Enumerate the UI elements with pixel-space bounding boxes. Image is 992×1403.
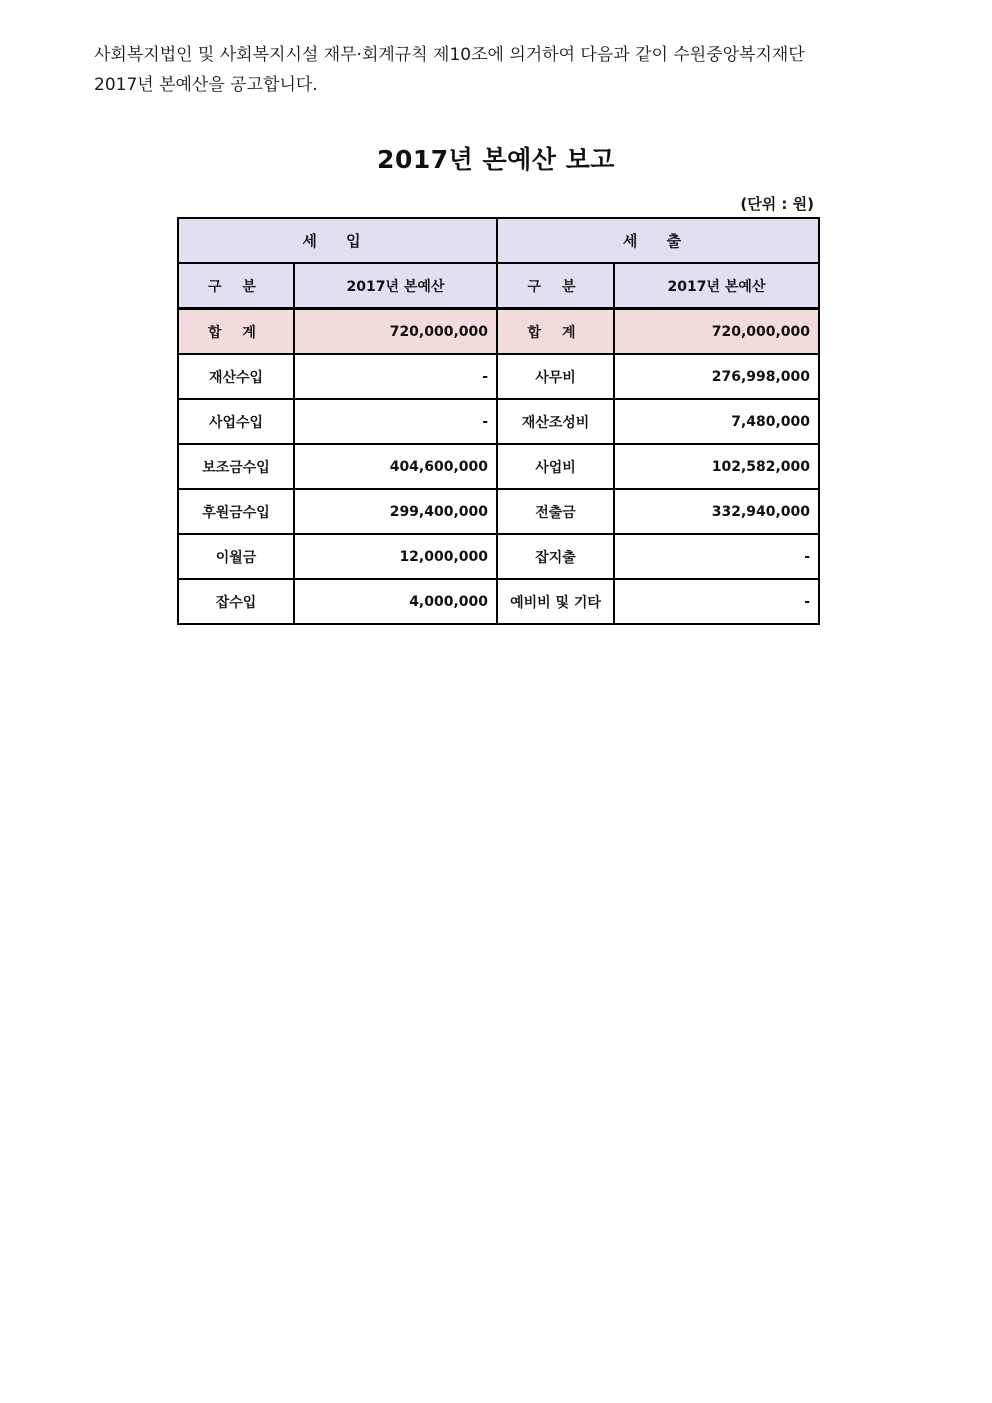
side-header-row [178, 218, 819, 263]
table-row [178, 354, 819, 399]
expense-category-header: 구 분 [497, 263, 614, 309]
expense-category: 예비비 및 기타 [497, 579, 614, 624]
intro-line-2: 2017년 본예산을 공고합니다. [94, 75, 318, 95]
intro-line-1: 사회복지법인 및 사회복지시설 재무·회계규칙 제10조에 의거하여 다음과 같이 수원중앙복지재단 [94, 45, 805, 65]
revenue-category: 재산수입 [178, 354, 294, 399]
unit-label: (단위 : 원) [740, 195, 814, 213]
revenue-category: 후원금수입 [178, 489, 294, 534]
intro-paragraph [94, 40, 894, 100]
expense-amount: 332,940,000 [614, 489, 819, 534]
revenue-amount: 4,000,000 [294, 579, 497, 624]
revenue-category: 보조금수입 [178, 444, 294, 489]
revenue-amount: 299,400,000 [294, 489, 497, 534]
expense-header: 세 출 [497, 218, 819, 263]
table-row [178, 489, 819, 534]
budget-table [177, 217, 820, 625]
revenue-header: 세 입 [178, 218, 497, 263]
revenue-amount: - [294, 354, 497, 399]
column-header-row [178, 263, 819, 309]
expense-category: 재산조성비 [497, 399, 614, 444]
revenue-category-header: 구 분 [178, 263, 294, 309]
revenue-total-amount: 720,000,000 [294, 309, 497, 355]
revenue-amount: 404,600,000 [294, 444, 497, 489]
expense-category: 사무비 [497, 354, 614, 399]
revenue-amount: 12,000,000 [294, 534, 497, 579]
revenue-category: 이월금 [178, 534, 294, 579]
expense-category: 잡지출 [497, 534, 614, 579]
table-row [178, 444, 819, 489]
table-row [178, 399, 819, 444]
expense-total-label: 합 계 [497, 309, 614, 355]
expense-amount: - [614, 534, 819, 579]
expense-amount: 276,998,000 [614, 354, 819, 399]
expense-total-amount: 720,000,000 [614, 309, 819, 355]
revenue-total-label: 합 계 [178, 309, 294, 355]
total-row [178, 309, 819, 355]
expense-amount: - [614, 579, 819, 624]
revenue-amount: - [294, 399, 497, 444]
page-title: 2017년 본예산 보고 [377, 145, 615, 174]
expense-category: 전출금 [497, 489, 614, 534]
expense-category: 사업비 [497, 444, 614, 489]
expense-amount: 7,480,000 [614, 399, 819, 444]
revenue-category: 사업수입 [178, 399, 294, 444]
revenue-amount-header: 2017년 본예산 [294, 263, 497, 309]
expense-amount-header: 2017년 본예산 [614, 263, 819, 309]
table-row [178, 534, 819, 579]
revenue-category: 잡수입 [178, 579, 294, 624]
table-row [178, 579, 819, 624]
expense-amount: 102,582,000 [614, 444, 819, 489]
